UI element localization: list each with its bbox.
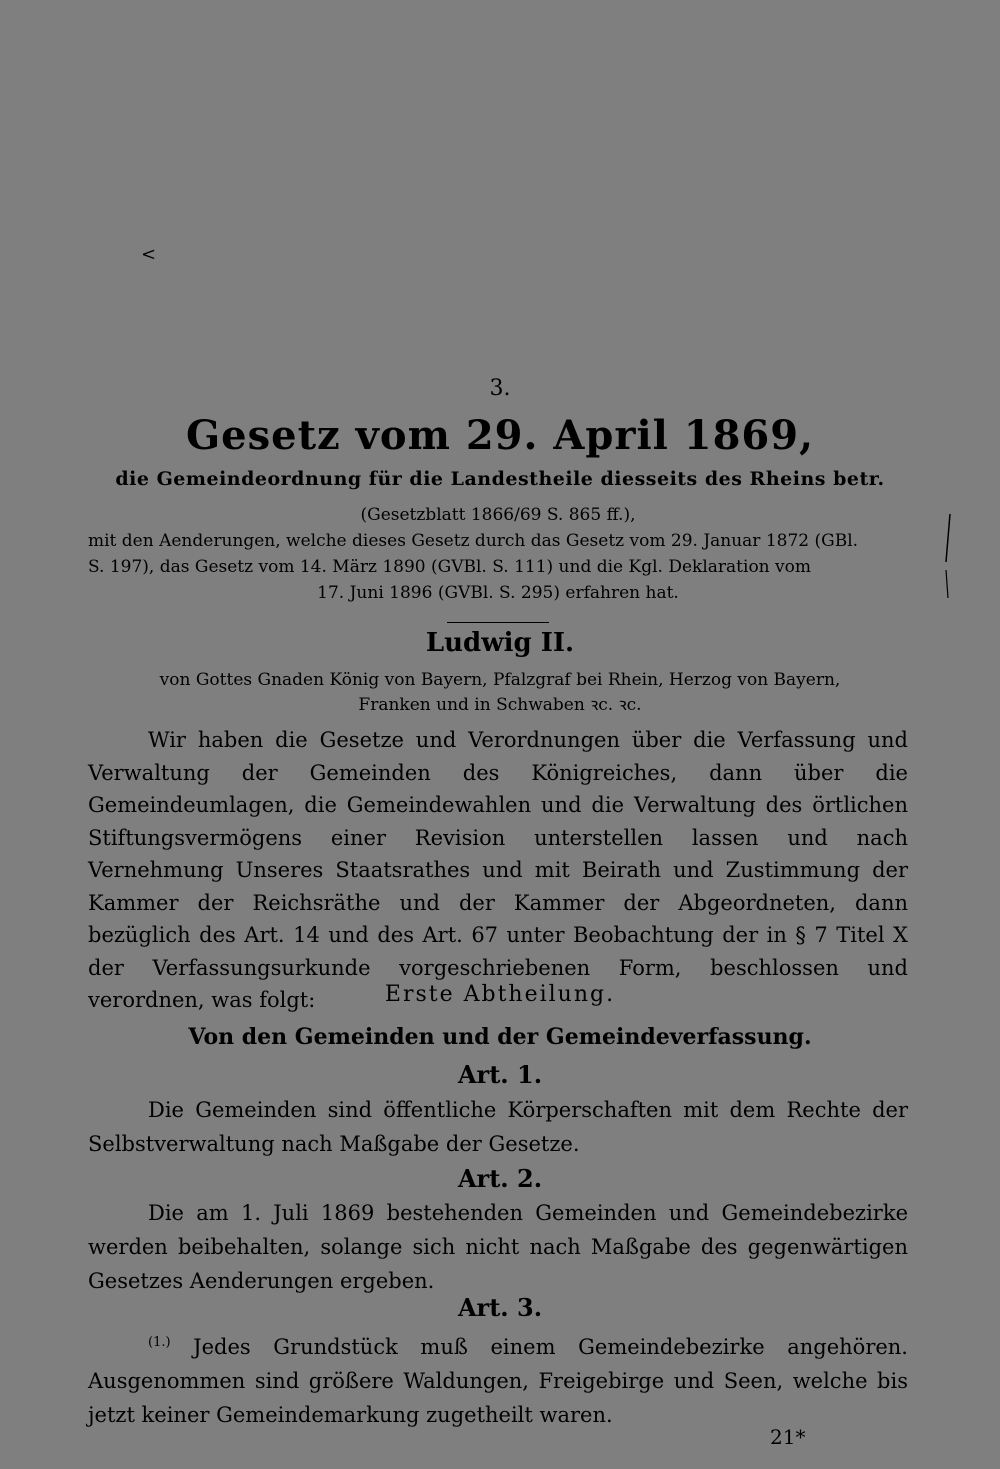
king-name: Ludwig II.: [425, 628, 575, 658]
king-titles-line: von Gottes Gnaden König von Bayern, Pfalzgraf bei Rhein, Herzog von Bayern,: [159, 670, 841, 690]
article-2-body: [88, 1196, 908, 1298]
source-info: [88, 502, 908, 606]
article-2-text: Die am 1. Juli 1869 bestehenden Gemeinden und Gemeindebezirke werden beibehalten, solange sich nicht nach Maßgabe des gegenwärtigen Gesetzes Aenderungen ergeben.: [88, 1201, 908, 1293]
document-subtitle: die Gemeindeordnung für die Landestheile diesseits des Rheins betr.: [115, 468, 885, 490]
king-titles: [0, 668, 1000, 718]
article-3-paragraph: [88, 1326, 908, 1432]
article-3-text: Jedes Grundstück muß einem Gemeindebezirke angehören. Ausgenommen sind größere Waldungen, Freigebirge und Seen, welche bis jetzt keiner Gemeindemarkung zugetheilt waren.: [88, 1335, 908, 1427]
source-info-line: S. 197), das Gesetz vom 14. März 1890 (GVBl. S. 111) und die Kgl. Deklaration vom: [88, 557, 811, 577]
source-info-line: 17. Juni 1896 (GVBl. S. 295) erfahren hat.: [317, 583, 679, 603]
article-1-text: Die Gemeinden sind öffentliche Körperschaften mit dem Rechte der Selbstverwaltung nach Maßgabe der Gesetze.: [88, 1098, 908, 1156]
article-3-heading: Art. 3.: [457, 1293, 543, 1322]
preamble-text: Wir haben die Gesetze und Verordnungen über die Verfassung und Verwaltung der Gemeinden des Königreiches, dann über die Gemeindeumlagen, die Gemeindewahlen und die Verwaltung des örtlichen Stiftungsvermögens einer Revision unterstellen lassen und nach Vernehmung Unseres Staatsrathes und mit Beirath und Zustimmung der Kammer der Reichsräthe und der Kammer der Abgeordneten, dann bezüglich des Art. 14 und des Art. 67 unter Beobachtung der in § 7 Titel X der Verfassungsurkunde vorgeschriebenen Form, beschlossen und verordnen, was folgt:: [88, 728, 908, 1012]
page-number: 21*: [770, 1425, 806, 1449]
document-title: Gesetz vom 29. April 1869,: [185, 412, 815, 459]
document-number: 3.: [489, 376, 511, 401]
preamble: [88, 724, 908, 1017]
stray-mark: <: [141, 244, 157, 265]
article-1-body: [88, 1093, 908, 1161]
section-title: Von den Gemeinden und der Gemeindeverfassung.: [188, 1024, 812, 1050]
source-info-line: mit den Aenderungen, welche dieses Gesetz durch das Gesetz vom 29. Januar 1872 (GBl.: [88, 531, 859, 551]
source-info-line: (Gesetzblatt 1866/69 S. 865 ff.),: [360, 505, 636, 525]
king-titles-line: Franken und in Schwaben ꝛc. ꝛc.: [358, 695, 642, 715]
divider-rule: [447, 622, 549, 623]
article-3-body: [88, 1326, 908, 1432]
section-heading: Erste Abtheilung.: [384, 982, 616, 1007]
article-2-heading: Art. 2.: [457, 1164, 543, 1193]
margin-pencil-marks: [938, 512, 958, 602]
article-1-heading: Art. 1.: [457, 1060, 543, 1089]
paragraph-marker: (1.): [148, 1335, 171, 1350]
